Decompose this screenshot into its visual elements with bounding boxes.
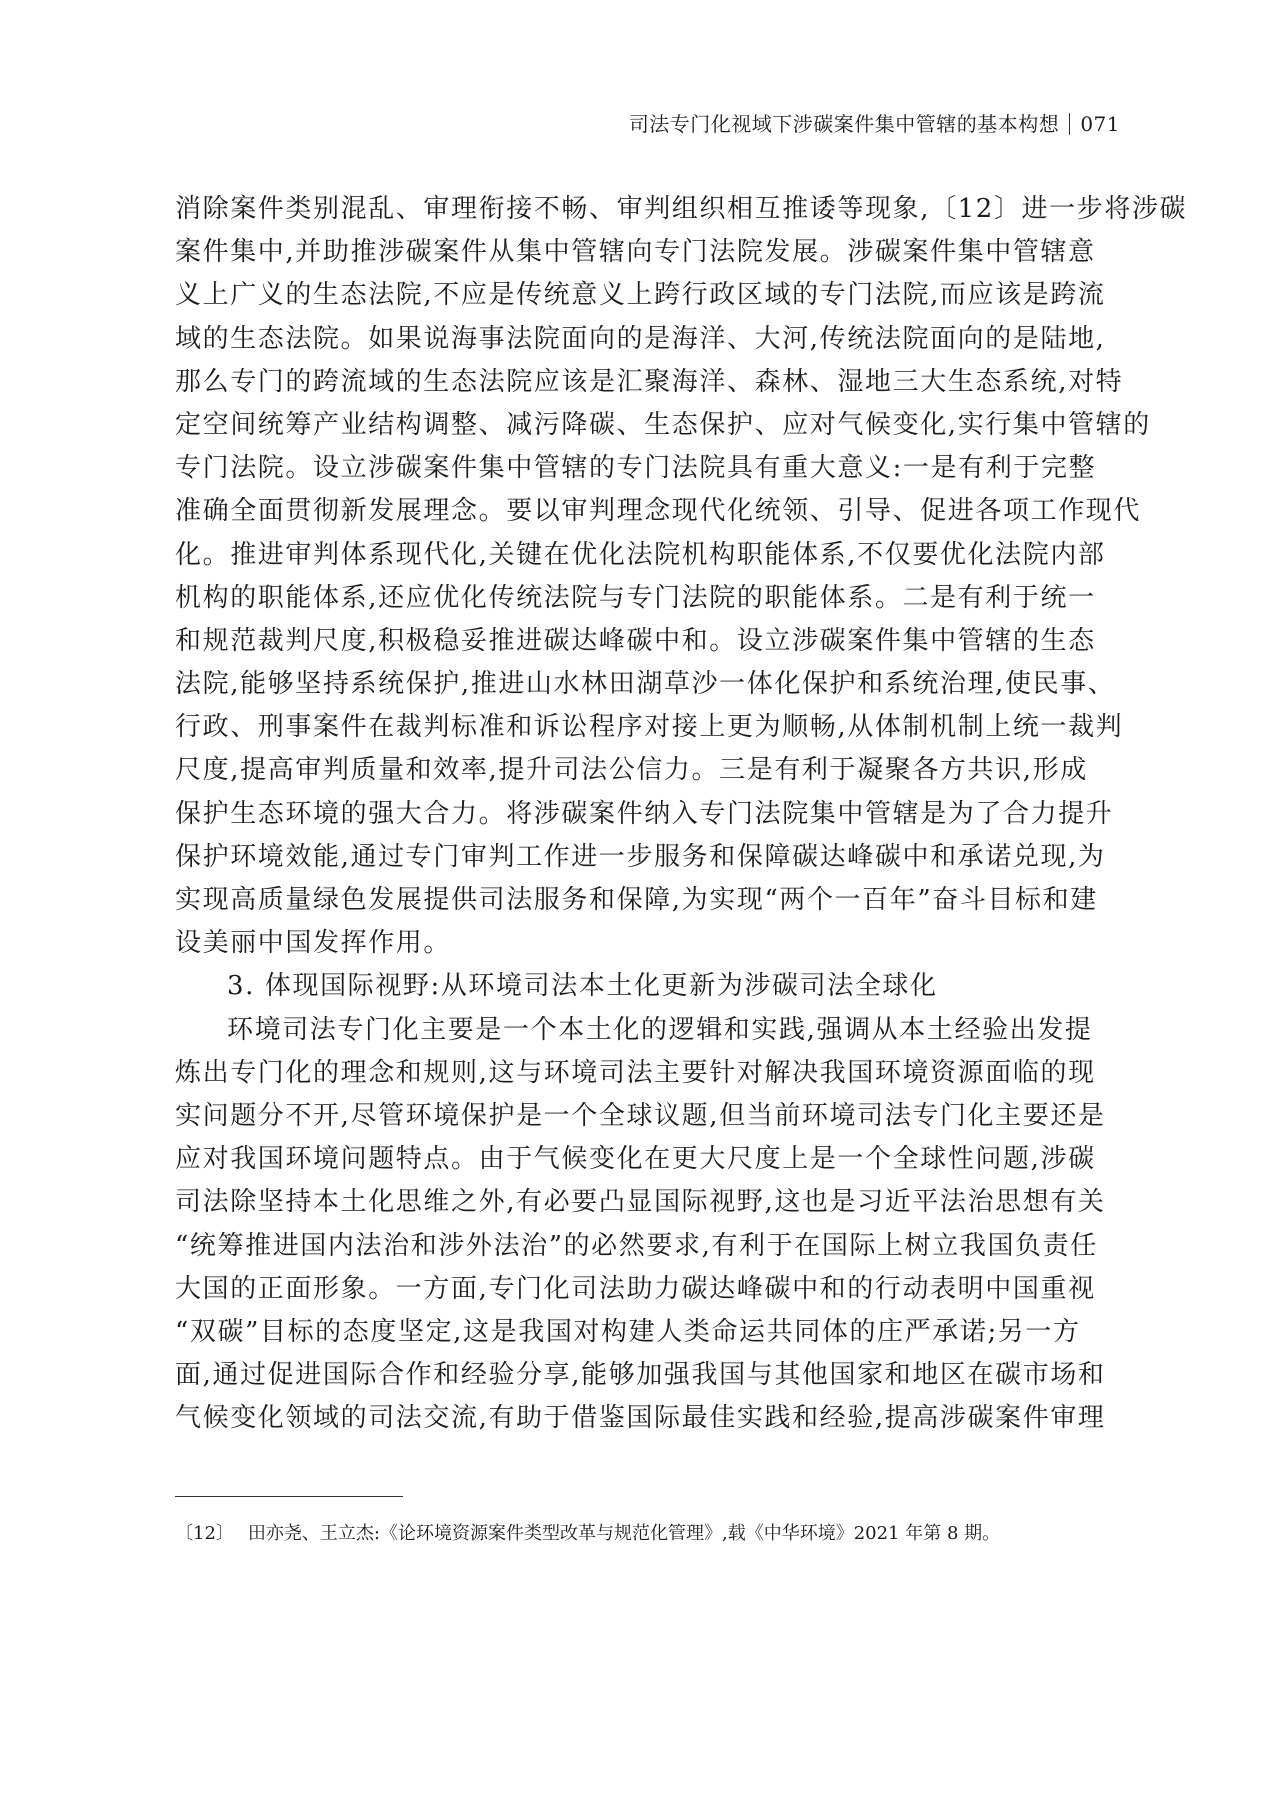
- text-line: 案件集中,并助推涉碳案件从集中管辖向专门法院发展。涉碳案件集中管辖意: [175, 237, 1096, 268]
- text-line: 司法除坚持本土化思维之外,有必要凸显国际视野,这也是习近平法治思想有关: [175, 1187, 1106, 1218]
- text-line: 准确全面贯彻新发展理念。要以审判理念现代化统领、引导、促进各项工作现代: [175, 496, 1142, 527]
- section-heading: 3. 体现国际视野:从环境司法本土化更新为涉碳司法全球化: [227, 971, 938, 1002]
- page-number: 071: [1080, 112, 1120, 136]
- running-header-title: 司法专门化视域下涉碳案件集中管辖的基本构想: [628, 112, 1060, 136]
- text-line: 气候变化领域的司法交流,有助于借鉴国际最佳实践和经验,提高涉碳案件审理: [175, 1403, 1106, 1434]
- text-line: 义上广义的生态法院,不应是传统意义上跨行政区域的专门法院,而应该是跨流: [175, 280, 1106, 311]
- text-line: 面,通过促进国际合作和经验分享,能够加强我国与其他国家和地区在碳市场和: [175, 1360, 1106, 1391]
- text-line: 实问题分不开,尽管环境保护是一个全球议题,但当前环境司法专门化主要还是: [175, 1100, 1106, 1131]
- text-line: 行政、刑事案件在裁判标准和诉讼程序对接上更为顺畅,从体制机制上统一裁判: [175, 712, 1124, 743]
- text-line: 那么专门的跨流域的生态法院应该是汇聚海洋、森林、湿地三大生态系统,对特: [175, 366, 1124, 397]
- footnote-mark: 〔12〕: [175, 1523, 234, 1544]
- running-header: [580, 108, 1120, 137]
- text-line: 和规范裁判尺度,积极稳妥推进碳达峰碳中和。设立涉碳案件集中管辖的生态: [175, 625, 1096, 656]
- footnote-text: 田亦尧、王立杰:《论环境资源案件类型改革与规范化管理》,载《中华环境》2021 年第 8 期。: [247, 1523, 1001, 1544]
- text-line: 域的生态法院。如果说海事法院面向的是海洋、大河,传统法院面向的是陆地,: [175, 323, 1106, 354]
- text-line: “双碳”目标的态度坚定,这是我国对构建人类命运共同体的庄严承诺;另一方: [175, 1316, 1081, 1347]
- body-text: [175, 188, 1188, 1440]
- text-line: 化。推进审判体系现代化,关键在优化法院机构职能体系,不仅要优化法院内部: [175, 539, 1106, 570]
- text-line: 实现高质量绿色发展提供司法服务和保障,为实现“两个一百年”奋斗目标和建: [175, 885, 1098, 915]
- text-line: 定空间统筹产业结构调整、减污降碳、生态保护、应对气候变化,实行集中管辖的: [175, 409, 1151, 440]
- paragraph-first-line: 环境司法专门化主要是一个本土化的逻辑和实践,强调从本土经验出发提: [227, 1014, 1093, 1045]
- text-line: “统筹推进国内法治和涉外法治”的必然要求,有利于在国际上树立我国负责任: [175, 1230, 1098, 1261]
- text-line: 法院,能够坚持系统保护,推进山水林田湖草沙一体化保护和系统治理,使民事、: [175, 669, 1116, 700]
- text-line: 尺度,提高审判质量和效率,提升司法公信力。三是有利于凝聚各方共识,形成: [175, 755, 1088, 786]
- footnote-divider: [175, 1496, 403, 1497]
- header-divider: [1069, 113, 1070, 135]
- text-line: 消除案件类别混乱、审理衔接不畅、审判组织相互推诿等现象,〔12〕进一步将涉碳: [175, 194, 1188, 224]
- text-line: 保护环境效能,通过专门审判工作进一步服务和保障碳达峰碳中和承诺兑现,为: [175, 841, 1106, 872]
- text-line: 应对我国环境问题特点。由于气候变化在更大尺度上是一个全球性问题,涉碳: [175, 1144, 1096, 1175]
- text-line: 大国的正面形象。一方面,专门化司法助力碳达峰碳中和的行动表明中国重视: [175, 1273, 1096, 1304]
- text-line: 炼出专门化的理念和规则,这与环境司法主要针对解决我国环境资源面临的现: [175, 1057, 1096, 1088]
- text-line: 机构的职能体系,还应优化传统法院与专门法院的职能体系。二是有利于统一: [175, 582, 1096, 613]
- text-line: 专门法院。设立涉碳案件集中管辖的专门法院具有重大意义:一是有利于完整: [175, 453, 1097, 484]
- text-line: 保护生态环境的强大合力。将涉碳案件纳入专门法院集中管辖是为了合力提升: [175, 798, 1114, 829]
- text-line: 设美丽中国发挥作用。: [175, 928, 452, 959]
- footnote: [175, 1520, 1080, 1548]
